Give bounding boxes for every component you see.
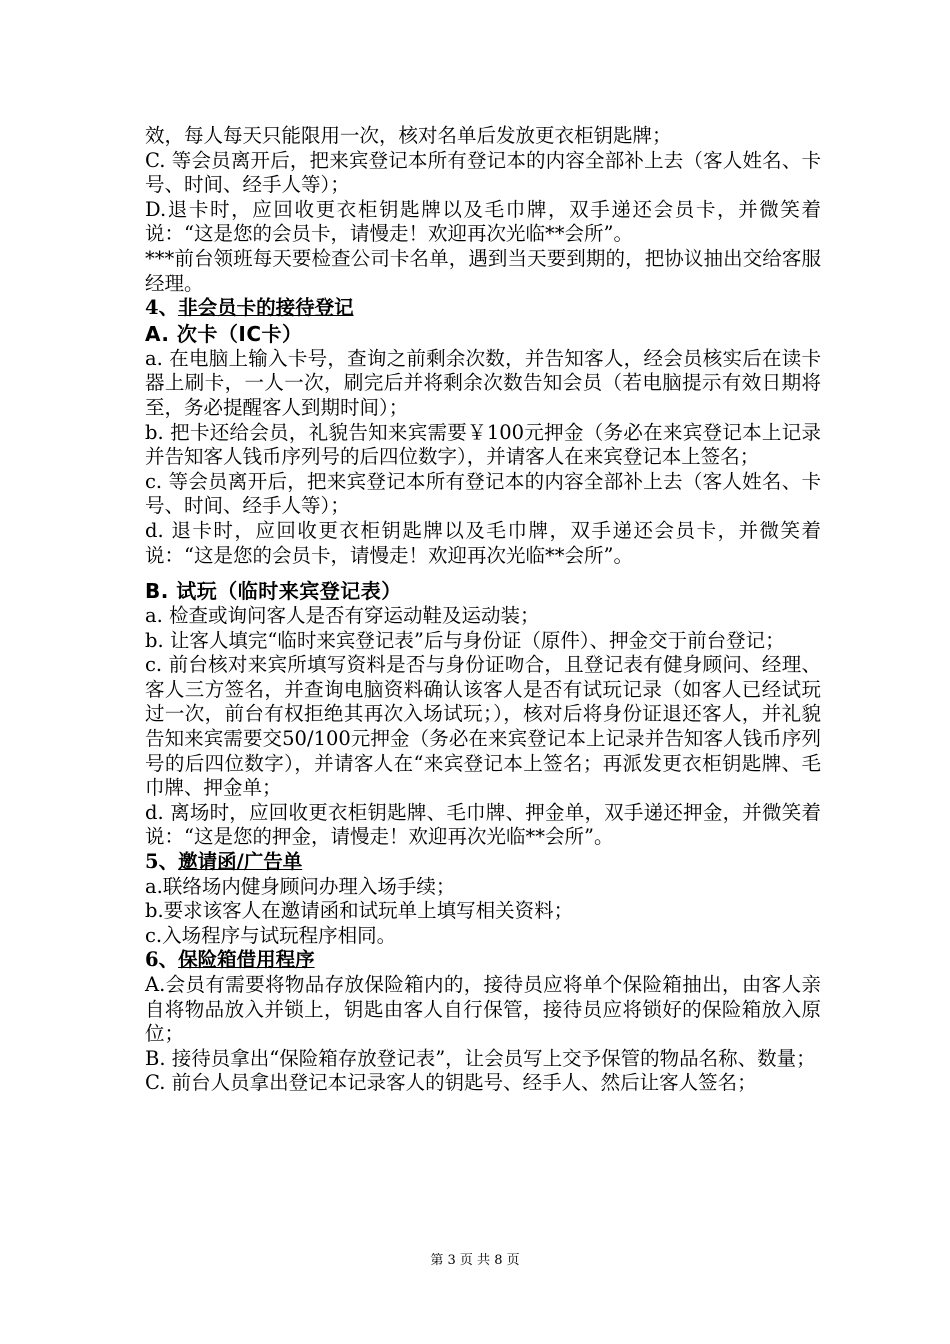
intro-block	[145, 124, 821, 296]
paragraph: a. 检查或询问客人是否有穿运动鞋及运动装；	[145, 604, 540, 628]
section-title: 非会员卡的接待登记	[178, 296, 354, 320]
paragraph: D.退卡时，应回收更衣柜钥匙牌以及毛巾牌，双手递还会员卡，并微笑着说：“这是您的会员卡，请慢走！欢迎再次光临**会所”。	[145, 197, 821, 246]
section-title: 保险箱借用程序	[178, 948, 315, 972]
section-6-heading	[145, 948, 821, 973]
paragraph: A.会员有需要将物品存放保险箱内的，接待员应将单个保险箱抽出，由客人亲自将物品放入并锁上，钥匙由客人自行保管，接待员应将锁好的保险箱放入原位；	[145, 973, 821, 1046]
paragraph: b.要求该客人在邀请函和试玩单上填写相关资料；	[145, 899, 574, 923]
subsection-a-body	[145, 347, 821, 568]
page-number-footer: 第 3 页 共 8 页	[430, 1253, 520, 1268]
document-body	[145, 124, 821, 1096]
subsection-b-heading: B. 试玩（临时来宾登记表）	[145, 579, 402, 604]
section-5-heading	[145, 850, 821, 875]
subsection-b-body	[145, 604, 821, 850]
section-number: 4、	[145, 296, 179, 320]
section-number: 5、	[145, 850, 179, 874]
section-4-heading	[145, 296, 821, 321]
paragraph: b. 让客人填完“临时来宾登记表”后与身份证（原件）、押金交于前台登记；	[145, 628, 785, 652]
section-6-body	[145, 973, 821, 1096]
paragraph: c. 等会员离开后，把来宾登记本所有登记本的内容全部补上去（客人姓名、卡号、时间、经手人等）；	[145, 469, 821, 518]
paragraph: B. 接待员拿出“保险箱存放登记表”，让会员写上交予保管的物品名称、数量；	[145, 1046, 816, 1070]
paragraph: C. 等会员离开后，把来宾登记本所有登记本的内容全部补上去（客人姓名、卡号、时间、经手人等）；	[145, 148, 821, 197]
paragraph: 效，每人每天只能限用一次，核对名单后发放更衣柜钥匙牌；	[145, 124, 672, 147]
paragraph: d. 离场时，应回收更衣柜钥匙牌、毛巾牌、押金单，双手递还押金，并微笑着说：“这是您的押金，请慢走！欢迎再次光临**会所”。	[145, 800, 821, 849]
section-number: 6、	[145, 948, 179, 972]
paragraph: C. 前台人员拿出登记本记录客人的钥匙号、经手人、然后让客人签名；	[145, 1071, 757, 1095]
section-title: 邀请函/广告单	[178, 850, 303, 874]
paragraph: ***前台领班每天要检查公司卡名单，遇到当天要到期的，把协议抽出交给客服经理。	[145, 246, 821, 295]
paragraph: c.入场程序与试玩程序相同。	[145, 923, 397, 947]
paragraph: d. 退卡时，应回收更衣柜钥匙牌以及毛巾牌，双手递还会员卡，并微笑着说：“这是您的会员卡，请慢走！欢迎再次光临**会所”。	[145, 518, 821, 567]
paragraph: a. 在电脑上输入卡号，查询之前剩余次数，并告知客人，经会员核实后在读卡器上刷卡，一人一次，刷完后并将剩余次数告知会员（若电脑提示有效日期将至，务必提醒客人到期时间）；	[145, 346, 821, 419]
paragraph: b. 把卡还给会员，礼貌告知来宾需要￥100元押金（务必在来宾登记本上记录并告知客人钱币序列号的后四位数字），并请客人在来宾登记本上签名；	[145, 420, 821, 469]
paragraph: c. 前台核对来宾所填写资料是否与身份证吻合，且登记表有健身顾问、经理、客人三方签名，并查询电脑资料确认该客人是否有试玩记录（如客人已经试玩过一次，前台有权拒绝其再次入场试玩；），核对后将身份证退还客人，并礼貌告知来宾需要交50/100元押金（务必在来宾登记本上记录并告知客人钱币序列号的后四位数字），并请客人在“来宾登记本上签名；再派发更衣柜钥匙牌、毛巾牌、押金单；	[145, 653, 821, 800]
subsection-a-heading: A. 次卡（IC卡）	[145, 321, 303, 346]
section-5-body	[145, 875, 821, 949]
paragraph: a.联络场内健身顾问办理入场手续；	[145, 874, 456, 898]
